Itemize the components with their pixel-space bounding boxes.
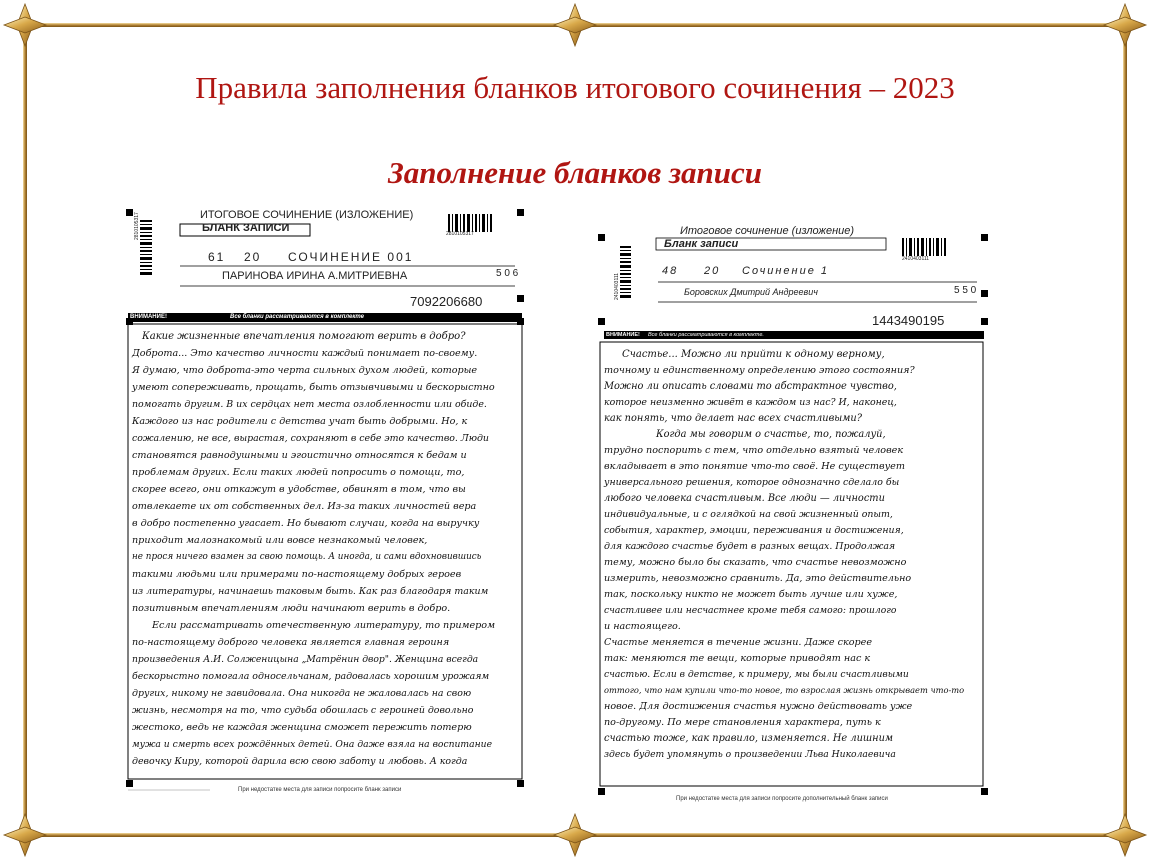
- region-code: 61: [208, 250, 226, 264]
- text-line: жестоко, ведь не каждая женщина сможет пережить потерю: [132, 722, 472, 733]
- topic-number: 5 5 0: [954, 285, 977, 296]
- text-line: счастливее или несчастнее кроме тебя самого: прошлого: [604, 605, 897, 616]
- form-footer: При недостатке места для записи попросите дополнительный бланк записи: [676, 796, 888, 802]
- text-line: по-настоящему доброго человека является главная героиня: [132, 637, 450, 648]
- form-name: БЛАНК ЗАПИСИ: [202, 222, 290, 234]
- text-line: такими людьми или примерами по-настоящему добрых героев: [132, 569, 462, 580]
- text-line: других, никому не завидовала. Она никогда не жаловалась на свою: [132, 688, 472, 699]
- text-line: как понять, что делает нас всех счастливыми?: [604, 413, 862, 424]
- side-code: 2810105317: [134, 212, 140, 240]
- text-line: умеют сопереживать, прощать, быть отзывчивыми и бескорыстно: [132, 382, 495, 393]
- work-type-code: 20: [244, 250, 262, 264]
- text-line: для каждого счастье будет в разных вещах. Продолжая: [604, 541, 896, 552]
- caution-label: ВНИМАНИЕ!: [130, 314, 167, 320]
- text-line: Я думаю, что доброта-это черта сильных духом людей, которые: [132, 365, 478, 376]
- region-code: 48: [662, 265, 679, 277]
- text-line: события, характер, эмоции, переживания и достижения,: [604, 525, 904, 536]
- text-line: которое неизменно живёт в каждом из нас? И, наконец,: [604, 397, 897, 408]
- top-barcode: [902, 238, 946, 256]
- text-line: становятся равнодушными и эгоистично относятся к бедам и: [132, 450, 467, 461]
- text-line: универсального решения, которое однозначно сделало бы: [604, 477, 900, 488]
- text-line: Доброта... Это качество личности каждый понимает по-своему.: [132, 348, 478, 359]
- work-type-code: 20: [704, 265, 721, 277]
- record-number: 1443490195: [872, 313, 945, 328]
- text-line: счастью. Если в детстве, к примеру, мы были счастливыми: [604, 669, 909, 680]
- answer-form-right: [592, 218, 998, 804]
- caution-label: ВНИМАНИЕ!: [606, 332, 640, 338]
- side-barcode: [140, 220, 152, 275]
- text-line: Можно ли описать словами то абстрактное чувство,: [604, 381, 897, 392]
- record-number: 7092206680: [410, 294, 483, 309]
- text-line: помогать другим. В их сердцах нет места озлобленности или обиде.: [132, 399, 487, 410]
- barcode-number: 2810105317: [446, 231, 474, 237]
- text-line: отвлекаете их от собственных дел. Из-за таких личностей вера: [132, 501, 477, 512]
- caution-text: Все бланки рассматриваются в комплекте: [230, 314, 365, 320]
- text-line: мужа и смерть всех рождённых детей. Она даже взяла на воспитание: [132, 739, 493, 750]
- text-line: новое. Для достижения счастья нужно действовать уже: [604, 701, 913, 712]
- text-line: сожалению, не все, вырастая, сохраняют в себе это качество. Люди: [132, 433, 489, 444]
- text-line: по-другому. По мере становления характера, путь к: [604, 717, 881, 728]
- text-line: Какие жизненные впечатления помогают верить в добро?: [142, 331, 466, 342]
- text-line: здесь будет упомянуть о произведении Льва Николаевича: [604, 749, 896, 760]
- text-line: жизнь, несмотря на то, что судьба обошлась с героиней довольно: [132, 705, 474, 716]
- text-line: так, поскольку никто не может быть лучше или хуже,: [604, 589, 898, 600]
- text-line: Если рассматривать отечественную литературу, то примером: [152, 620, 496, 631]
- form-name: Бланк записи: [664, 238, 739, 250]
- page-heading: Правила заполнения бланков итогового сочинения – 2023: [195, 70, 955, 105]
- text-line: Когда мы говорим о счастье, то, пожалуй,: [656, 429, 886, 440]
- form-header-title: Итоговое сочинение (изложение): [680, 225, 855, 237]
- form-footer: При недостатке места для записи попросите бланк записи: [238, 787, 402, 793]
- text-line: измерить, невозможно сравнить. Да, это действительно: [604, 573, 912, 584]
- text-line: так: меняются те вещи, которые приводят нас к: [604, 653, 871, 664]
- side-barcode: [620, 246, 631, 298]
- text-line: Счастье... Можно ли прийти к одному верному,: [622, 349, 885, 360]
- text-line: в добро постепенно угасает. Но бывают случаи, когда на выручку: [132, 518, 480, 529]
- text-line: вкладывает в это понятие что-то своё. Не существует: [604, 461, 905, 472]
- text-line: из литературы, начинаешь таковым быть. Как раз благодаря таким: [132, 586, 489, 597]
- text-line: тему, можно было бы сказать, что счастье невозможно: [604, 557, 907, 568]
- text-line: оттого, что нам купили что-то новое, то взрослая жизнь открывает что-то: [604, 685, 965, 695]
- text-line: не прося ничего взамен за свою помощь. А иногда, и сами вдохновившись: [132, 552, 482, 562]
- page-subheading: Заполнение бланков записи: [387, 155, 763, 190]
- text-line: скорее всего, они откажут в удобстве, обвинят в том, что вы: [132, 484, 466, 495]
- form-header-title: ИТОГОВОЕ СОЧИНЕНИЕ (ИЗЛОЖЕНИЕ): [200, 209, 414, 221]
- text-line: любого человека счастливым. Все люди — личности: [604, 493, 885, 504]
- participant-fio: Боровских Дмитрий Андреевич: [684, 287, 818, 297]
- text-line: точному и единственному определению этого состояния?: [604, 365, 915, 376]
- side-code: 2410403111: [614, 272, 620, 300]
- text-line: девочку Киру, которой дарила всю свою заботу и любовь. А когда: [132, 756, 468, 767]
- text-line: Каждого из нас родители с детства учат быть добрыми. Но, к: [132, 416, 468, 427]
- work-name: СОЧИНЕНИЕ 001: [288, 250, 414, 264]
- participant-fio: ПАРИНОВА ИРИНА А.МИТРИЕВНА: [222, 270, 408, 282]
- text-line: индивидуальные, и с оглядкой на свой жизненный опыт,: [604, 509, 893, 520]
- text-line: произведения А.И. Солженицына „Матрёнин двор". Женщина всегда: [132, 654, 479, 665]
- barcode-number: 2410403111: [902, 256, 930, 262]
- text-line: приходит малознакомый или вовсе незнакомый человек,: [132, 535, 428, 546]
- text-line: Счастье меняется в течение жизни. Даже скорее: [604, 637, 873, 648]
- text-line: бескорыстно помогала односельчанам, радовалась хорошим урожаям: [132, 671, 490, 682]
- text-line: счастью тоже, как правило, изменяется. Не лишним: [604, 733, 894, 744]
- text-line: трудно поспорить с тем, что отдельно взятый человек: [604, 445, 904, 456]
- text-line: и настоящего.: [604, 621, 681, 632]
- text-line: позитивным впечатлениям люди начинают верить в добро.: [132, 603, 451, 614]
- answer-form-left: [120, 200, 540, 806]
- work-name: Сочинение 1: [742, 265, 830, 277]
- topic-number: 5 0 6: [496, 268, 519, 279]
- caution-text: Все бланки рассматриваются в комплекте.: [648, 332, 764, 338]
- top-barcode: [448, 214, 492, 232]
- text-line: проблемам других. Если таких людей попросить о помощи, то,: [132, 467, 465, 478]
